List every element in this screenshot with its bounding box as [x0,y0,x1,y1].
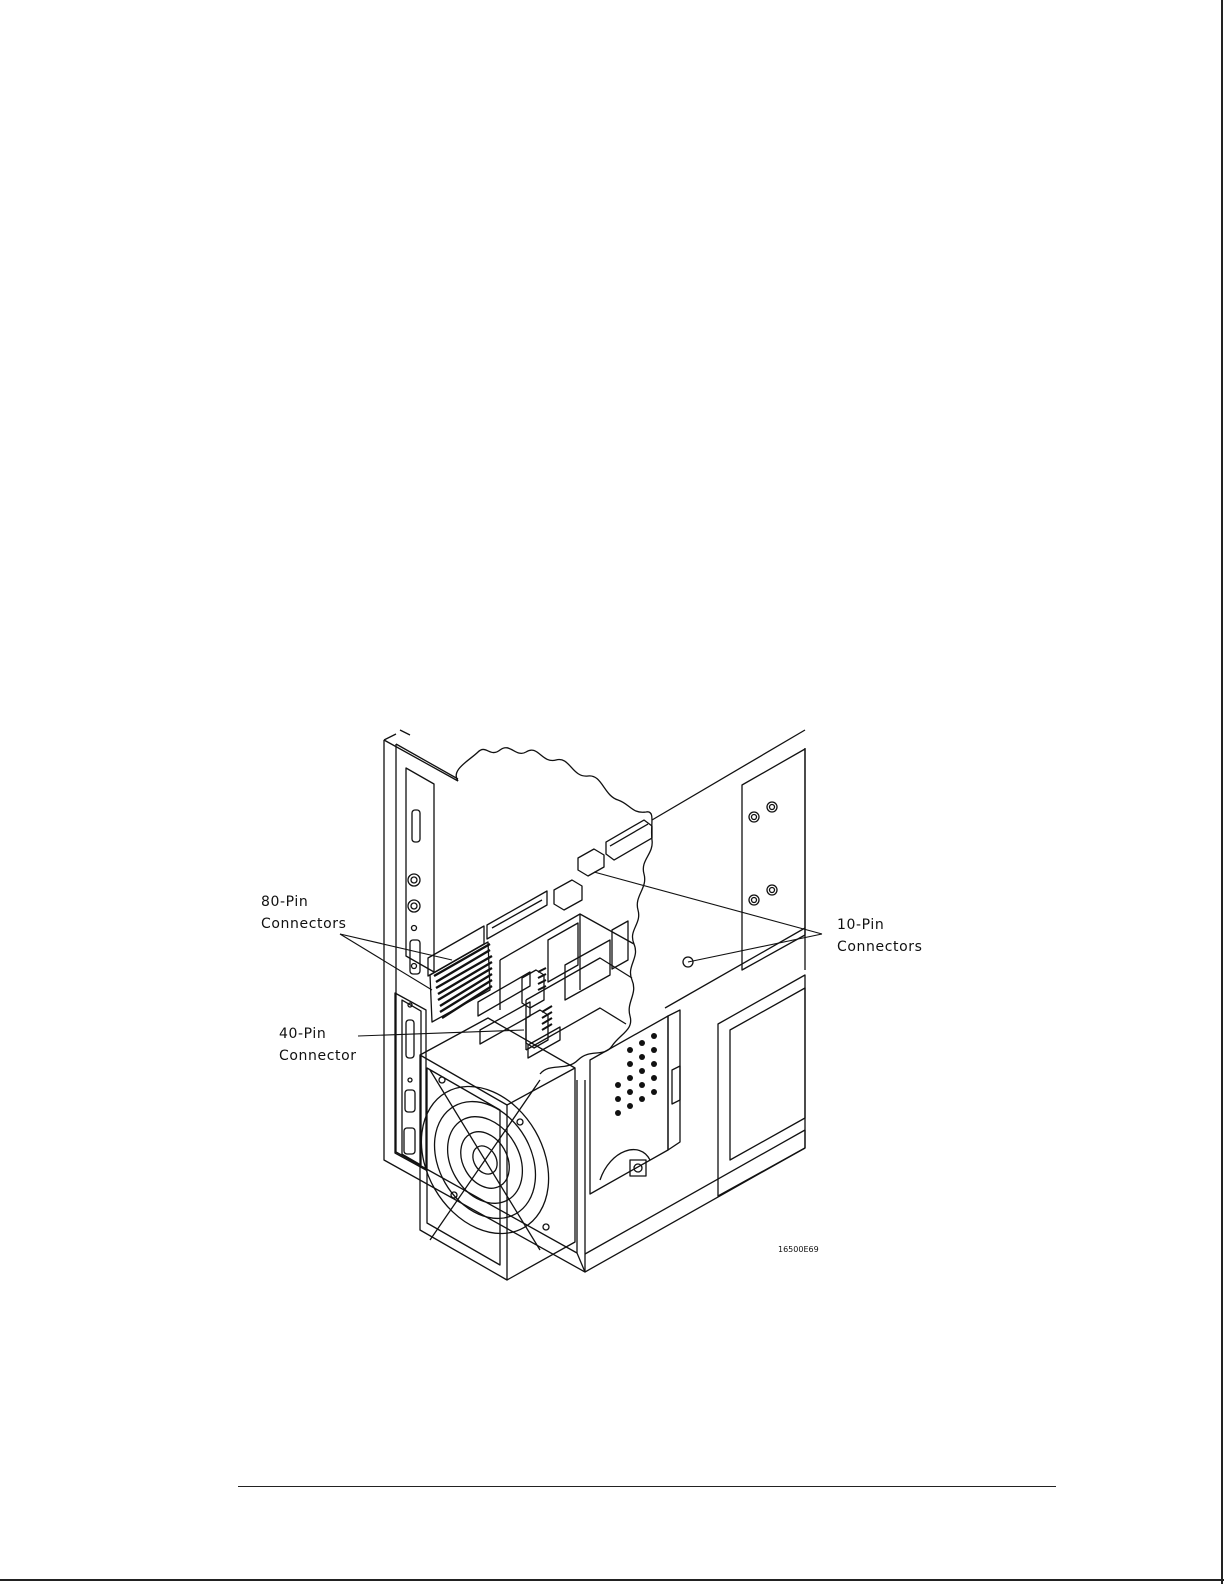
label-80-pin-line2: Connectors [261,916,347,932]
ribbon-cable-bundle [428,926,552,1048]
label-40-pin-line2: Connector [279,1048,357,1064]
label-80-pin-line1: 80-Pin [261,894,309,910]
label-10-pin-line2: Connectors [837,939,923,955]
fan-assembly [396,1018,575,1280]
label-10-pin-line1: 10-Pin [837,917,885,933]
figure-code: 16500E69 [778,1245,819,1254]
card-slot-upper [406,768,434,974]
cabinet-right-side [652,730,805,1008]
cutaway-tear-outline [456,748,652,1074]
vent-grille [615,1033,657,1116]
card-cage [478,820,652,1058]
lower-chassis [590,975,805,1196]
label-40-pin-line1: 40-Pin [279,1026,327,1042]
